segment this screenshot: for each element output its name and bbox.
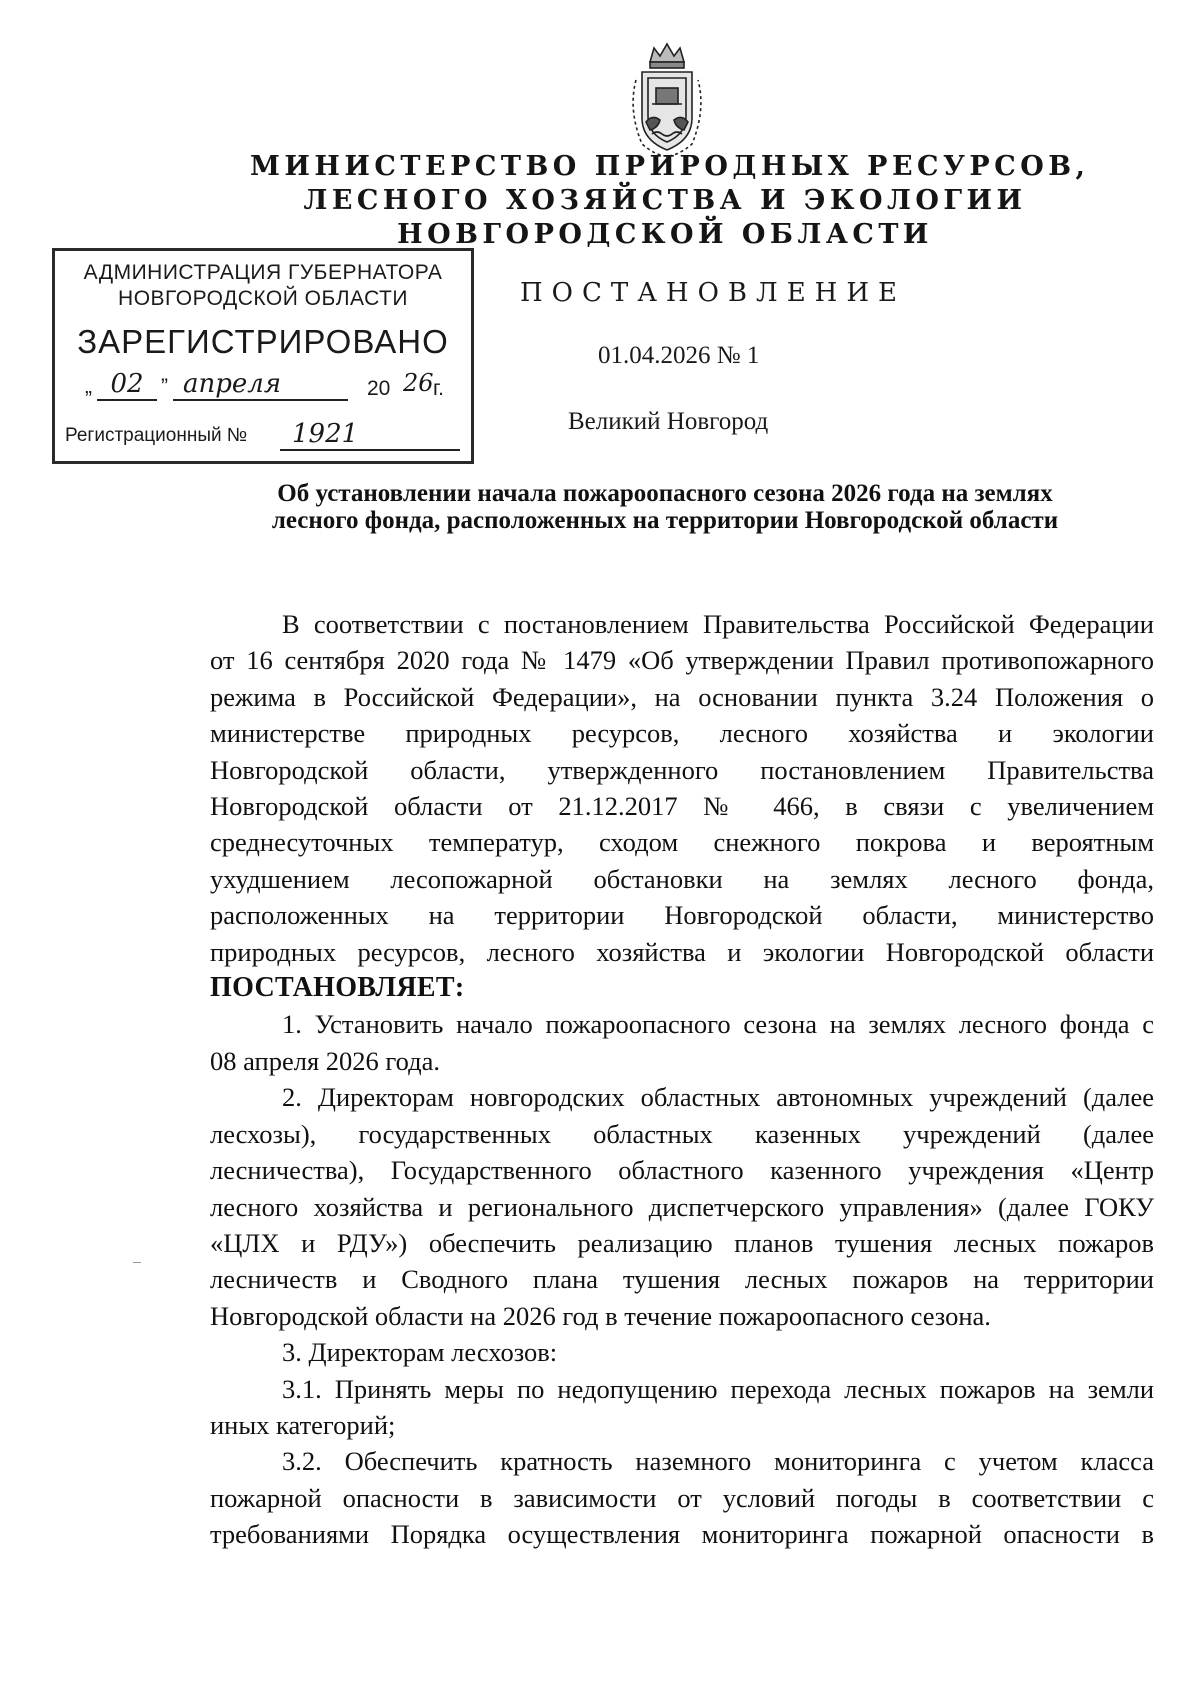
item-1-line: 08 апреля 2026 года. <box>210 1045 440 1076</box>
stamp-reg-number: 1921 <box>280 419 460 451</box>
paragraph-line: ухудшением лесопожарной обстановки на землях лесного фонда, <box>210 863 1154 894</box>
stamp-year-unit: г. <box>433 377 444 400</box>
item-3-2-line: 3.2. Обеспечить кратность наземного мониторинга с учетом класса <box>282 1446 1154 1477</box>
paragraph-line: среднесуточных температур, сходом снежного покрова и вероятным <box>210 827 1154 858</box>
item-3-2-line: пожарной опасности в зависимости от условий погоды в соответствии с <box>210 1482 1154 1513</box>
resolves-heading: ПОСТАНОВЛЯЕТ: <box>210 972 465 1004</box>
item-3-1-line: 3.1. Принять меры по недопущению перехода лесных пожаров на земли <box>282 1373 1154 1404</box>
title-line-1: Об установлении начала пожароопасного сезона 2026 года на землях <box>277 480 1053 507</box>
decree-type: ПОСТАНОВЛЕНИЕ <box>520 278 907 308</box>
paragraph-line: Новгородской области от 21.12.2017 № 466, в связи с увеличением <box>210 791 1154 822</box>
stamp-status: ЗАРЕГИСТРИРОВАНО <box>77 323 449 360</box>
item-2-line: «ЦЛХ и РДУ») обеспечить реализацию планов тушения лесных пожаров <box>210 1227 1154 1258</box>
ministry-name <box>250 150 1090 252</box>
paragraph-line: природных ресурсов, лесного хозяйства и экологии Новгородской области <box>210 936 1154 967</box>
item-2-line: 2. Директорам новгородских областных автономных учреждений (далее <box>282 1082 1154 1113</box>
item-2-line: лесничества), Государственного областного казенного учреждения «Центр <box>210 1155 1154 1186</box>
stamp-reg-label: Регистрационный № <box>65 425 248 446</box>
paragraph-line: расположенных на территории Новгородской области, министерство <box>210 900 1154 931</box>
stamp-quote-open: „ <box>85 375 92 398</box>
item-3-line: 3. Директорам лесхозов: <box>282 1337 558 1368</box>
novgorod-coat-of-arms-icon <box>622 40 712 160</box>
item-2-line: лесхозы), государственных областных казенных учреждений (далее <box>210 1118 1154 1149</box>
item-3-1-line: иных категорий; <box>210 1409 396 1440</box>
item-2-line: лесничеств и Сводного плана тушения лесных пожаров на территории <box>210 1264 1154 1295</box>
stamp-year-suffix: 26 <box>403 369 434 397</box>
ministry-line-2: ЛЕСНОГО ХОЗЯЙСТВА И ЭКОЛОГИИ <box>303 185 1027 216</box>
paragraph-line: режима в Российской Федерации», на основании пункта 3.24 Положения о <box>210 681 1154 712</box>
document-title <box>200 480 1130 534</box>
paragraph-line: министерстве природных ресурсов, лесного хозяйства и экологии <box>210 718 1154 749</box>
item-2-line: лесного хозяйства и регионального диспетчерского управления» (далее ГОКУ <box>210 1191 1154 1222</box>
paragraph-line: В соответствии с постановлением Правительства Российской Федерации <box>282 609 1154 639</box>
decree-number: 01.04.2026 № 1 <box>598 342 760 369</box>
stamp-line-1: АДМИНИСТРАЦИЯ ГУБЕРНАТОРА <box>83 261 443 284</box>
ministry-line-1: МИНИСТЕРСТВО ПРИРОДНЫХ РЕСУРСОВ, <box>250 151 1090 182</box>
ministry-line-3: НОВГОРОДСКОЙ ОБЛАСТИ <box>397 219 933 250</box>
stamp-year-prefix: 20 <box>367 377 391 400</box>
scan-mark <box>133 1262 141 1263</box>
item-1-line: 1. Установить начало пожароопасного сезона на землях лесного фонда с <box>282 1009 1154 1040</box>
title-line-2: лесного фонда, расположенных на территории Новгородской области <box>271 507 1059 534</box>
document-body <box>210 606 1154 1553</box>
stamp-line-2: НОВГОРОДСКОЙ ОБЛАСТИ <box>118 287 408 310</box>
item-2-line: Новгородской области на 2026 год в течение пожароопасного сезона. <box>210 1300 991 1331</box>
stamp-reg-row <box>65 419 465 453</box>
stamp-month: апреля <box>173 369 348 401</box>
item-3-2-line: требованиями Порядка осуществления мониторинга пожарной опасности в <box>210 1519 1154 1550</box>
stamp-quote-close: ” <box>161 375 168 398</box>
registration-stamp <box>52 248 474 464</box>
stamp-day: 02 <box>97 369 157 401</box>
decree-city: Великий Новгород <box>568 408 769 435</box>
stamp-date-row <box>85 369 465 409</box>
paragraph-line: Новгородской области, утвержденного постановлением Правительства <box>210 754 1154 785</box>
paragraph-line: от 16 сентября 2020 года № 1479 «Об утверждении Правил противопожарного <box>210 645 1154 676</box>
